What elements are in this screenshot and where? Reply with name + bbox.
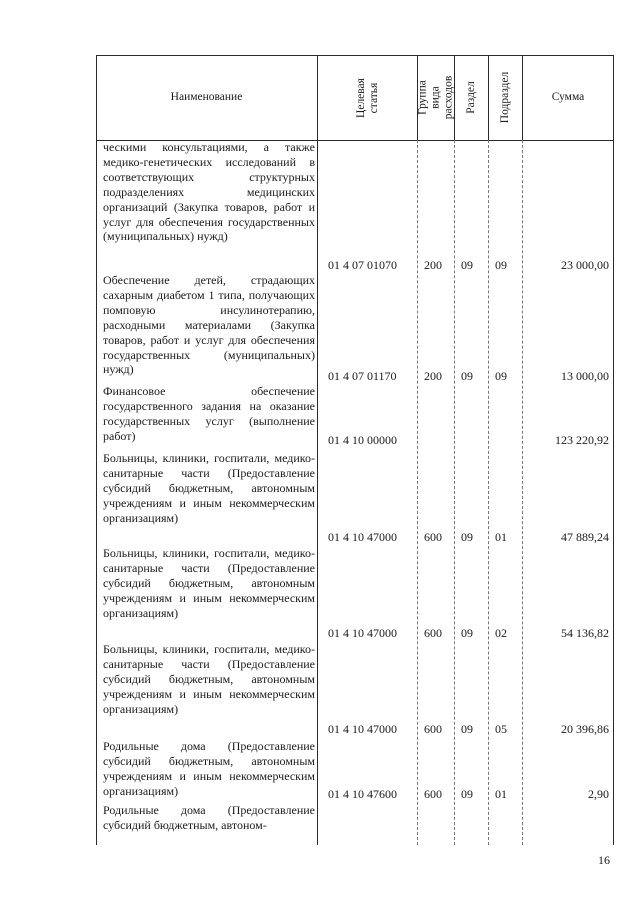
row-code: 01 4 10 47000 <box>328 626 397 640</box>
header-name <box>96 55 317 140</box>
row-code: 01 4 10 00000 <box>328 433 397 447</box>
table-right-border <box>613 55 614 845</box>
column-divider <box>522 140 523 845</box>
row-subsection: 02 <box>495 626 507 640</box>
row-code: 01 4 10 47000 <box>328 530 397 544</box>
row-section: 09 <box>461 258 473 272</box>
row-code: 01 4 07 01170 <box>328 369 397 383</box>
row-section: 09 <box>461 722 473 736</box>
column-divider <box>417 140 418 845</box>
column-divider <box>317 55 318 845</box>
row-subsection: 01 <box>495 530 507 544</box>
header-section-label: Раздел <box>465 81 477 114</box>
row-subsection: 01 <box>495 787 507 801</box>
header-subsection-label: Подраздел <box>499 71 511 124</box>
row-name: Родильные дома (Предоставление субсидий бюджетным, автоном- <box>103 803 315 832</box>
row-group: 600 <box>424 530 442 544</box>
column-divider <box>454 140 455 845</box>
row-group: 600 <box>424 626 442 640</box>
header-expense-group <box>418 55 454 140</box>
row-group: 200 <box>424 258 442 272</box>
row-code: 01 4 07 01070 <box>328 258 397 272</box>
header-name-label: Наименование <box>170 91 243 103</box>
row-code: 01 4 10 47000 <box>328 722 397 736</box>
row-group: 200 <box>424 369 442 383</box>
row-name: ческими консультациями, а также медико-генетических исследований в соответствующих структурных подразделениях медицинских организаций (Закупка товаров, работ и услуг для обеспечения государственных (муниципальных) нужд) <box>103 140 315 244</box>
row-section: 09 <box>461 787 473 801</box>
row-amount: 54 136,82 <box>561 626 609 640</box>
row-name: Больницы, клиники, госпитали, медико-санитарные части (Предоставление субсидий бюджетным, автономным учреждениям и иным некоммерческим организациям) <box>103 642 315 716</box>
header-amount <box>523 55 613 140</box>
row-section: 09 <box>461 626 473 640</box>
row-name: Финансовое обеспечение государственного задания на оказание государственных услуг (выполнение работ) <box>103 384 315 443</box>
row-amount: 13 000,00 <box>561 369 609 383</box>
page-number: 16 <box>598 853 610 867</box>
table-left-border <box>96 55 97 845</box>
row-subsection: 09 <box>495 369 507 383</box>
row-subsection: 09 <box>495 258 507 272</box>
row-subsection: 05 <box>495 722 507 736</box>
header-amount-label: Сумма <box>551 91 585 103</box>
row-amount: 20 396,86 <box>561 722 609 736</box>
header-target-article-label: Целевая статья <box>354 77 380 118</box>
row-amount: 123 220,92 <box>555 433 609 447</box>
header-section <box>455 55 488 140</box>
header-expense-group-label: Группа вида расходов <box>416 75 455 120</box>
row-code: 01 4 10 47600 <box>328 787 397 801</box>
row-name: Родильные дома (Предоставление субсидий бюджетным, автономным учреждениям и иным некоммерческим организациям) <box>103 739 315 798</box>
row-name: Больницы, клиники, госпитали, медико-санитарные части (Предоставление субсидий бюджетным, автономным учреждениям и иным некоммерческим организациям) <box>103 546 315 620</box>
row-amount: 2,90 <box>588 787 609 801</box>
header-subsection <box>489 55 522 140</box>
row-section: 09 <box>461 369 473 383</box>
row-name: Больницы, клиники, госпитали, медико-санитарные части (Предоставление субсидий бюджетным, автономным учреждениям и иным некоммерческим организациям) <box>103 451 315 525</box>
row-section: 09 <box>461 530 473 544</box>
row-group: 600 <box>424 787 442 801</box>
row-amount: 47 889,24 <box>561 530 609 544</box>
row-name: Обеспечение детей, страдающих сахарным диабетом 1 типа, получающих помповую инсулинотерапию, расходными материалами (Закупка товаров, работ и услуг для обеспечения государственных (муниципальных) нужд) <box>103 273 315 377</box>
column-divider <box>488 140 489 845</box>
header-target-article <box>318 55 417 140</box>
row-group: 600 <box>424 722 442 736</box>
row-amount: 23 000,00 <box>561 258 609 272</box>
